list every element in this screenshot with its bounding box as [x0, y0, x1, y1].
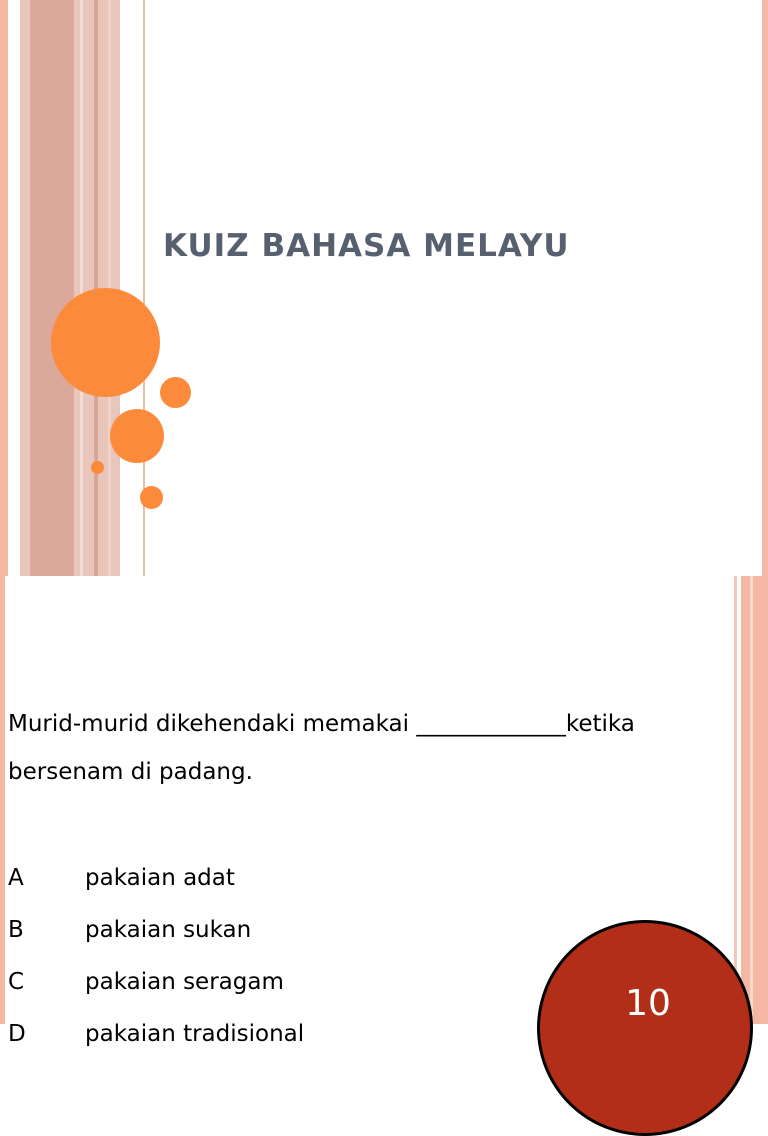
right-decor-line: [750, 576, 753, 1024]
decor-circle-large: [51, 288, 160, 397]
option-text: pakaian tradisional: [85, 1021, 305, 1047]
decor-circle-small: [140, 486, 163, 509]
option-letter: A: [8, 865, 24, 891]
option-letter: D: [8, 1021, 26, 1047]
right-decor-band: [741, 576, 768, 1024]
left-decor-band-dark: [30, 0, 74, 576]
question-text: Murid-murid dikehendaki memakai _____________ketika bersenam di padang.: [8, 711, 635, 785]
question-number: 10: [625, 983, 671, 1024]
decor-circle-tiny: [91, 461, 104, 474]
decor-line: [80, 0, 83, 576]
question-slide: [0, 576, 768, 1047]
decor-circle-small: [160, 377, 191, 408]
right-decor-line: [734, 576, 737, 1024]
left-edge-stripe: [0, 0, 8, 576]
option-text: pakaian seragam: [85, 969, 284, 995]
option-letter: B: [8, 917, 24, 943]
question-number-badge: [537, 920, 753, 1136]
option-text: pakaian adat: [85, 865, 235, 891]
slide-title: KUIZ BAHASA MELAYU: [163, 228, 570, 264]
option-letter: C: [8, 969, 25, 995]
option-text: pakaian sukan: [85, 917, 252, 943]
right-edge-stripe: [762, 0, 768, 576]
left-edge-stripe: [0, 576, 5, 1024]
decor-circle-medium: [110, 409, 164, 463]
